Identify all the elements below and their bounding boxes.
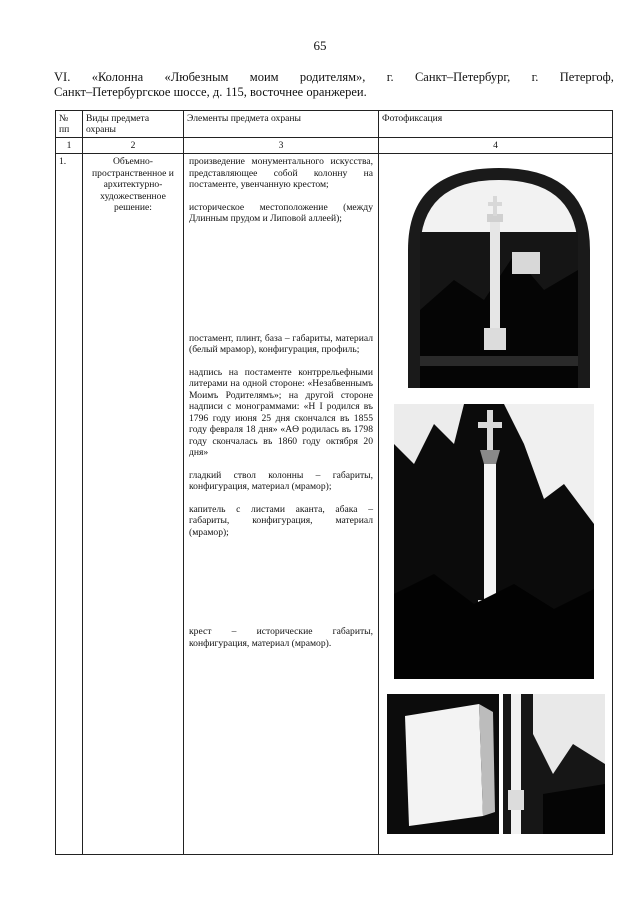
photo-column-arch bbox=[394, 160, 604, 388]
element-item: капитель с листами аканта, абака – габариты, конфигурация, материал (мрамор); bbox=[189, 503, 373, 538]
heading-word: г. bbox=[386, 70, 394, 84]
header-number: № пп bbox=[56, 111, 83, 138]
protection-elements bbox=[184, 154, 379, 855]
heading-word: моим bbox=[249, 70, 279, 84]
element-item: постамент, плинт, база – габариты, материал (белый мрамор), конфигурация, профиль; bbox=[189, 332, 373, 355]
heading-word: родителям», bbox=[299, 70, 366, 84]
column-number: 4 bbox=[379, 138, 613, 154]
column-number-row bbox=[56, 138, 613, 154]
protection-table bbox=[55, 110, 613, 855]
row-number: 1. bbox=[56, 154, 83, 855]
element-item: надпись на постаменте контррельефными литерами на одной стороне: «Незабвеннымъ Моимъ Родителямъ»; на другой стороне надписи с монограммами: «Н I родился въ 1796 году июня 25 дня скончался въ 1855 году февраля 18 дня» «АѲ родилась въ 1798 году скончалась въ 1860 году октября 20 дня» bbox=[189, 366, 373, 458]
header-type: Виды предмета охраны bbox=[83, 111, 184, 138]
table-header-row bbox=[56, 111, 613, 138]
column-number: 1 bbox=[56, 138, 83, 154]
element-item: историческое местоположение (между Длинным прудом и Липовой аллеей); bbox=[189, 201, 373, 224]
header-photos: Фотофиксация bbox=[379, 111, 613, 138]
section-heading bbox=[54, 70, 614, 100]
column-number: 3 bbox=[184, 138, 379, 154]
heading-word: «Любезным bbox=[164, 70, 229, 84]
photo-column-base bbox=[503, 694, 605, 834]
heading-word: «Колонна bbox=[91, 70, 144, 84]
heading-word: Санкт–Петербург, bbox=[414, 70, 511, 84]
column-number: 2 bbox=[83, 138, 184, 154]
heading-word: VI. bbox=[54, 70, 71, 84]
heading-word: г. bbox=[531, 70, 539, 84]
heading-line-2: Санкт–Петербургское шоссе, д. 115, восточнее оранжереи. bbox=[54, 85, 367, 99]
photo-pedestal-closeup bbox=[387, 694, 499, 834]
photo-column-trees bbox=[394, 404, 594, 679]
header-elements: Элементы предмета охраны bbox=[184, 111, 379, 138]
photo-cell bbox=[379, 154, 613, 855]
element-item: произведение монументального искусства, представляющее собой колонну на постаменте, увенчанную крестом; bbox=[189, 156, 373, 190]
table-row bbox=[56, 154, 613, 855]
element-item: крест – исторические габариты, конфигурация, материал (мрамор). bbox=[189, 626, 373, 649]
protection-type: Объемно-пространственное и архитектурно-художественное решение: bbox=[83, 154, 184, 855]
element-item: гладкий ствол колонны – габариты, конфигурация, материал (мрамор); bbox=[189, 469, 373, 492]
page-number: 65 bbox=[313, 38, 327, 53]
heading-word: Петергоф, bbox=[559, 70, 614, 84]
heading-line-1 bbox=[54, 70, 614, 85]
